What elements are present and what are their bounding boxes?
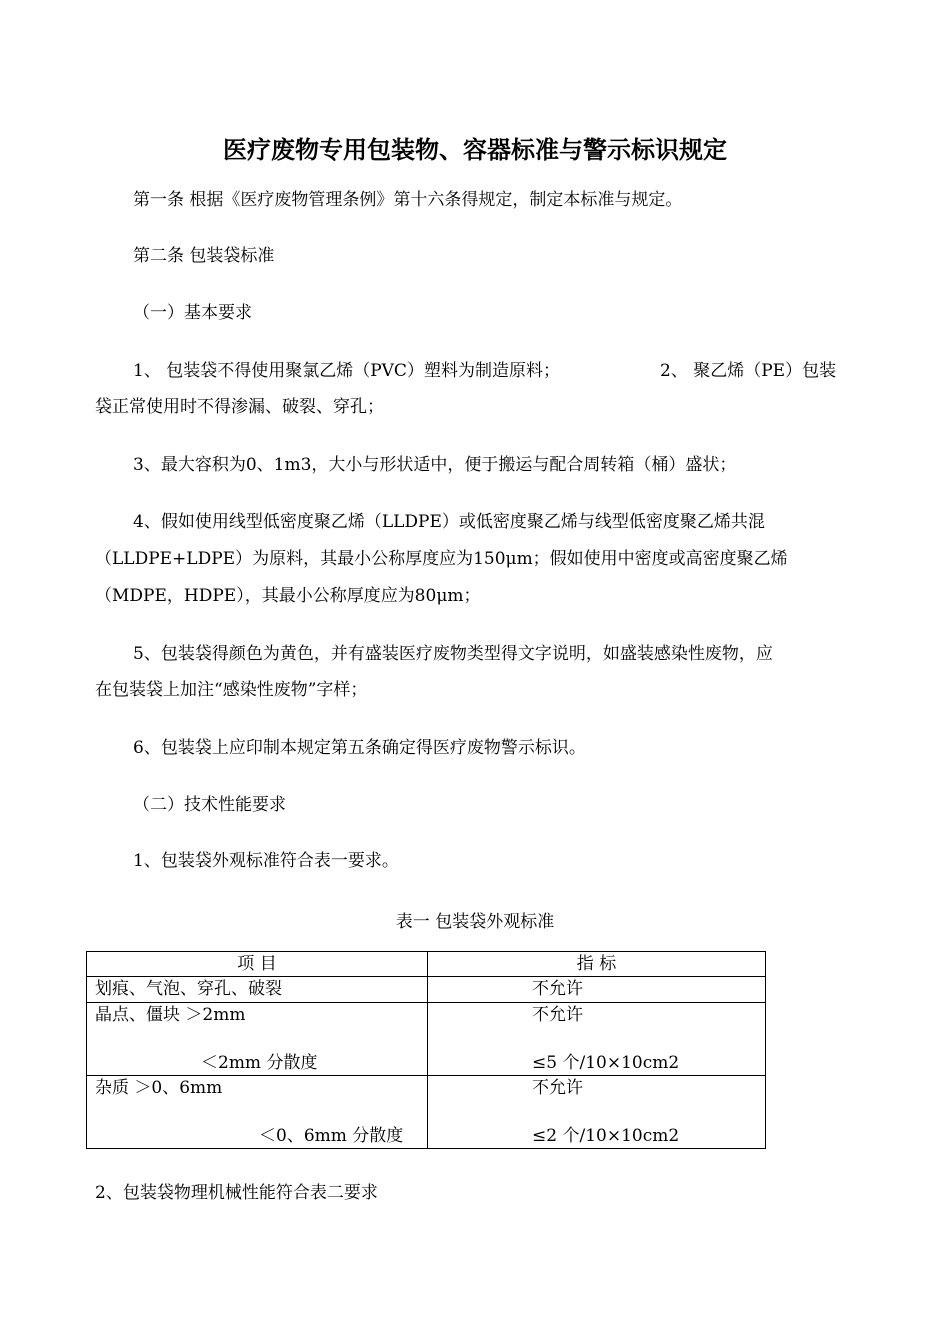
table-row xyxy=(87,977,766,1003)
table-cell-spec-sub: ≤5 个/10×10cm2 xyxy=(532,1053,680,1073)
paragraph-item-1: 1、 包装袋不得使用聚氯乙烯（PVC）塑料为制造原料； xyxy=(133,361,560,381)
table-row xyxy=(87,1076,766,1149)
table-row xyxy=(87,1003,766,1076)
paragraph-item-2-cont: 袋正常使用时不得渗漏、破裂、穿孔； xyxy=(95,397,384,417)
table-cell-spec: 不允许 xyxy=(428,977,766,1003)
table-cell-item xyxy=(87,1076,428,1149)
document-title: 医疗废物专用包装物、容器标准与警示标识规定 xyxy=(223,136,727,164)
paragraph-item-4: 4、假如使用线型低密度聚乙烯（LLDPE）或低密度聚乙烯与线型低密度聚乙烯共混 xyxy=(133,512,765,532)
table-cell-item: 划痕、气泡、穿孔、破裂 xyxy=(87,977,428,1003)
table-cell-item-sub: ＜2mm 分散度 xyxy=(201,1053,318,1073)
section-heading-basic: （一）基本要求 xyxy=(133,303,252,323)
paragraph-article-1: 第一条 根据《医疗废物管理条例》第十六条得规定，制定本标准与规定。 xyxy=(133,190,683,210)
table-cell-spec-main: 不允许 xyxy=(532,1005,583,1025)
table-cell-item-sub: ＜0、6mm 分散度 xyxy=(259,1126,404,1146)
paragraph-item-3: 3、最大容积为0、1m3，大小与形状适中，便于搬运与配合周转箱（桶）盛状； xyxy=(133,455,737,475)
table-header-spec: 指 标 xyxy=(428,952,766,977)
table-cell-spec-main: 不允许 xyxy=(532,1078,583,1098)
paragraph-item-4-cont-1: （LLDPE+LDPE）为原料，其最小公称厚度应为150μm；假如使用中密度或高密度聚乙烯 xyxy=(95,549,788,569)
paragraph-tech-1: 1、包装袋外观标准符合表一要求。 xyxy=(133,851,399,871)
table-cell-item-main: 晶点、僵块 ＞2mm xyxy=(95,1005,246,1025)
table-header-item: 项 目 xyxy=(87,952,428,977)
table-cell-spec-sub: ≤2 个/10×10cm2 xyxy=(532,1126,680,1146)
paragraph-article-2: 第二条 包装袋标准 xyxy=(133,246,275,266)
paragraph-item-4-cont-2: （MDPE，HDPE），其最小公称厚度应为80μm； xyxy=(95,586,481,606)
paragraph-item-5-cont: 在包装袋上加注“感染性废物”字样； xyxy=(95,680,368,700)
table-cell-item xyxy=(87,1003,428,1076)
table-header-row xyxy=(87,952,766,977)
paragraph-item-5: 5、包装袋得颜色为黄色，并有盛装医疗废物类型得文字说明，如盛装感染性废物，应 xyxy=(133,644,773,664)
paragraph-item-2: 2、 聚乙烯（PE）包装 xyxy=(660,361,837,381)
table-cell-spec xyxy=(428,1076,766,1149)
paragraph-item-6: 6、包装袋上应印制本规定第五条确定得医疗废物警示标识。 xyxy=(133,738,586,758)
table-cell-spec xyxy=(428,1003,766,1076)
table-caption: 表一 包装袋外观标准 xyxy=(395,912,555,932)
paragraph-tech-2: 2、包装袋物理机械性能符合表二要求 xyxy=(95,1183,378,1203)
appearance-standard-table xyxy=(86,951,766,1149)
table-cell-item-main: 杂质 ＞0、6mm xyxy=(95,1078,223,1098)
section-heading-technical: （二）技术性能要求 xyxy=(133,795,286,815)
